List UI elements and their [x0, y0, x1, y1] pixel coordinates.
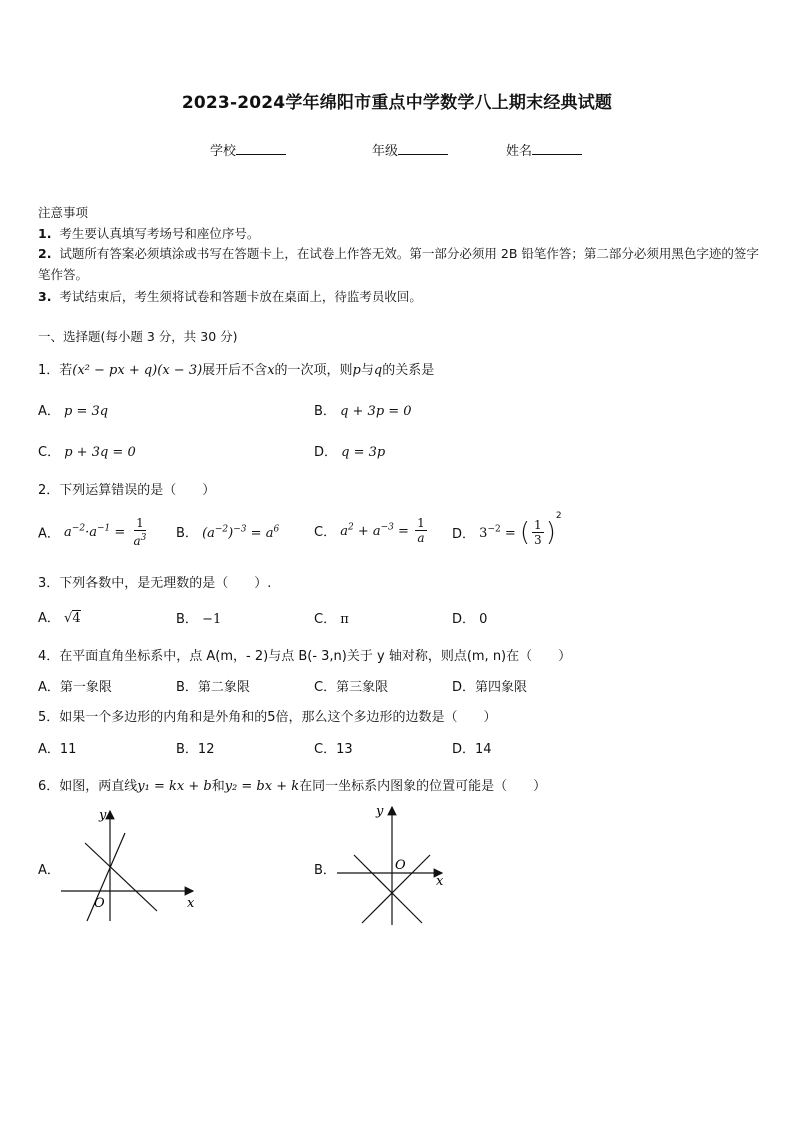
axis-x-label: x: [436, 874, 444, 889]
grade-field[interactable]: [372, 140, 448, 159]
q3-b-text: −1: [202, 612, 222, 627]
grade-blank[interactable]: [398, 142, 448, 155]
note-2-num: 2.: [38, 246, 52, 261]
q2-c-label: C．: [314, 525, 337, 540]
q6-number: 6．如图，两直线: [38, 779, 138, 794]
note-3: [38, 287, 422, 305]
q1-text-mid: 展开后不含: [202, 363, 268, 378]
q4-option-d[interactable]: D．第四象限: [452, 680, 528, 695]
q1-var-q: q: [373, 363, 383, 378]
axis-y-label: y: [376, 804, 384, 819]
q1-b-text: q + 3p = 0: [340, 404, 412, 419]
q2-option-c[interactable]: [314, 516, 429, 545]
q6-option-a-label[interactable]: A．: [38, 863, 60, 878]
q6-eq2: y₂ = bx + k: [224, 779, 300, 794]
axis-y-label: y: [99, 808, 107, 823]
q2-option-a[interactable]: [38, 516, 150, 548]
q6-graph-a[interactable]: [55, 803, 205, 928]
origin-label: O: [94, 896, 105, 911]
q1-a-text: p = 3q: [64, 404, 109, 419]
q2-a-fraction: $\frac{1}{a^3}$: [133, 516, 147, 548]
question-2: 2．下列运算错误的是（ ）: [38, 483, 216, 498]
note-3-text: 考试结束后，考生须将试卷和答题卡放在桌面上，待监考员收回。: [59, 289, 422, 304]
line-1: [87, 833, 125, 921]
q1-option-d[interactable]: [314, 441, 385, 460]
q1-b-label: B．: [314, 404, 336, 419]
q2-b-formula: $(a^{-2})^{-3} = a^6$: [202, 524, 280, 541]
name-label: 姓名: [506, 144, 533, 159]
q1-expression: (x² − px + q)(x − 3): [72, 363, 203, 378]
q5-option-c[interactable]: C．13: [314, 742, 353, 757]
note-3-num: 3.: [38, 289, 52, 304]
q1-text-mid2: 的一次项，则: [274, 363, 353, 378]
q5-option-b[interactable]: B．12: [176, 742, 215, 757]
school-field[interactable]: [210, 140, 286, 159]
q1-var-x: x: [267, 363, 275, 378]
q2-b-label: B．: [176, 526, 198, 541]
exam-title: 2023-2024学年绵阳市重点中学数学八上期末经典试题: [181, 93, 613, 113]
name-field[interactable]: [506, 140, 582, 159]
q3-b-label: B．: [176, 612, 198, 627]
q3-a-sqrt: √4: [64, 611, 81, 626]
grade-label: 年级: [372, 144, 399, 159]
q1-and: 与: [360, 363, 374, 378]
q2-a-label: A．: [38, 526, 60, 542]
q3-d-text: 0: [479, 612, 488, 627]
line-1: [354, 855, 422, 923]
q1-tail: 的关系是: [382, 363, 435, 378]
axis-x-label: x: [187, 896, 195, 911]
q3-option-a[interactable]: [38, 607, 81, 626]
q3-c-label: C．: [314, 612, 337, 627]
q6-and: 和: [211, 779, 225, 794]
q2-d-formula: $3^{-2}$ =: [479, 524, 520, 541]
q4-option-c[interactable]: C．第三象限: [314, 680, 389, 695]
q2-option-d[interactable]: D． $3^{-2}$ = ( $\frac{1}{3}$ )$^2$: [452, 511, 562, 548]
q1-c-label: C．: [38, 445, 61, 460]
q6-graph-b[interactable]: [332, 797, 452, 932]
q3-a-label: A．: [38, 611, 60, 626]
q1-d-text: q = 3p: [341, 445, 386, 460]
q3-c-text: π: [340, 612, 349, 627]
question-4: 4．在平面直角坐标系中，点 A(m，- 2)与点 B(- 3,n)关于 y 轴对称，则点(m, n)在（ ）: [38, 649, 572, 664]
q3-d-label: D．: [452, 612, 476, 627]
question-6: [38, 775, 546, 794]
q1-d-label: D．: [314, 445, 338, 460]
q4-option-b[interactable]: B．第二象限: [176, 680, 250, 695]
q1-a-label: A．: [38, 404, 60, 419]
q2-c-fraction: $\frac{1}{a}$: [417, 516, 425, 545]
q1-var-p: p: [352, 363, 361, 378]
q2-c-formula: $a^2 + a^{-3}$ =: [340, 522, 414, 539]
name-blank[interactable]: [532, 142, 582, 155]
notes-heading: 注意事项: [38, 205, 89, 220]
q3-option-b[interactable]: [176, 608, 221, 627]
q3-option-d[interactable]: [452, 608, 487, 627]
school-label: 学校: [210, 144, 237, 159]
section-heading: 一、选择题(每小题 3 分，共 30 分): [38, 329, 238, 344]
note-1: [38, 224, 259, 242]
note-2: [38, 243, 760, 285]
note-1-num: 1.: [38, 226, 52, 241]
origin-label: O: [395, 858, 406, 873]
q2-option-b[interactable]: [176, 522, 279, 541]
note-2-text: 试题所有答案必须填涂或书写在答题卡上，在试卷上作答无效。第一部分必须用 2B 铅笔作答；第二部分必须用黑色字迹的签字笔作答。: [38, 246, 759, 282]
q4-option-a[interactable]: A．第一象限: [38, 680, 112, 695]
q5-option-d[interactable]: D．14: [452, 742, 492, 757]
question-3: 3．下列各数中，是无理数的是（ ）.: [38, 576, 272, 591]
q6-tail: 在同一坐标系内图象的位置可能是（ ）: [299, 779, 547, 794]
q2-d-label: D．: [452, 527, 476, 542]
q1-option-a[interactable]: [38, 400, 108, 419]
q1-option-c[interactable]: [38, 441, 136, 460]
q3-a-radicand: 4: [72, 611, 81, 626]
q1-option-b[interactable]: [314, 400, 412, 419]
q2-d-fraction: $\frac{1}{3}$: [534, 518, 542, 547]
q1-c-text: p + 3q = 0: [64, 445, 136, 460]
q3-option-c[interactable]: [314, 608, 349, 627]
q6-option-b-label[interactable]: B．: [314, 863, 336, 878]
question-5: 5．如果一个多边形的内角和是外角和的5倍，那么这个多边形的边数是（ ）: [38, 710, 497, 725]
q6-eq1: y₁ = kx + b: [137, 779, 212, 794]
school-blank[interactable]: [236, 142, 286, 155]
q2-a-formula: $a^{-2}\cdot a^{-1}$ =: [64, 523, 130, 541]
q5-option-a[interactable]: A．11: [38, 742, 77, 757]
q1-number: 1．若: [38, 363, 73, 378]
question-1: [38, 359, 434, 378]
note-1-text: 考生要认真填写考场号和座位序号。: [59, 226, 260, 241]
